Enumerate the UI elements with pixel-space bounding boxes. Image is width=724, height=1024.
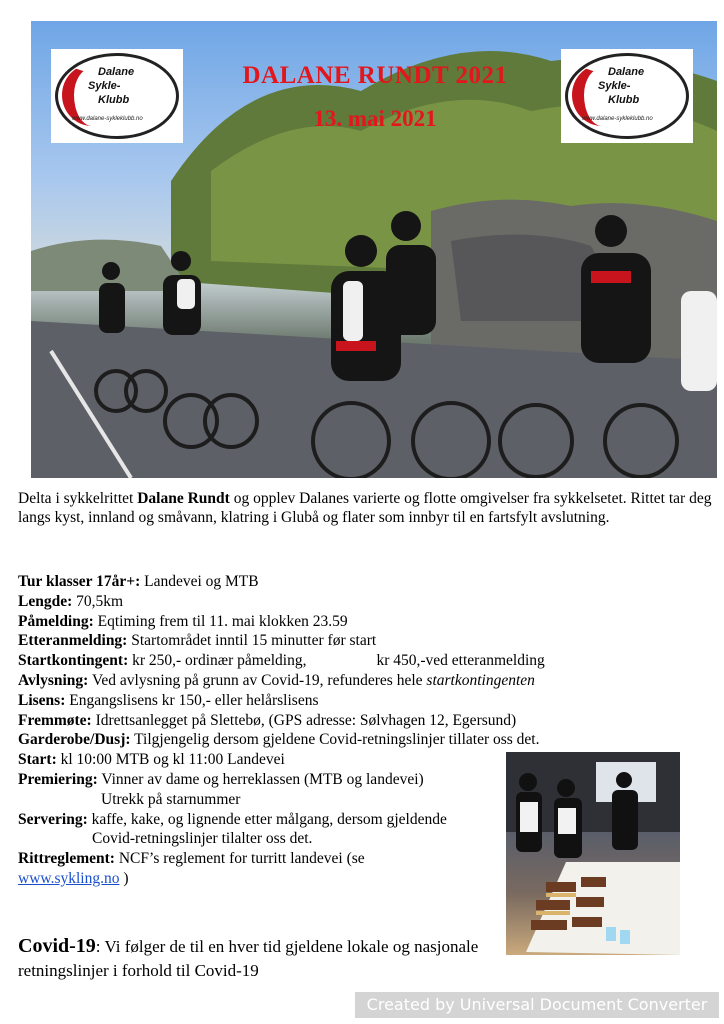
covid-note xyxy=(18,934,498,983)
logo-line1: Dalane xyxy=(98,66,135,78)
hero-photo xyxy=(31,21,717,478)
sykling-link[interactable]: www.sykling.no xyxy=(18,869,120,887)
detail-label: Lisens: xyxy=(18,691,66,709)
detail-value: Eqtiming frem til 11. mai klokken 23.59 xyxy=(93,612,348,630)
detail-label: Fremmøte: xyxy=(18,711,92,729)
detail-value: kl 10:00 MTB og kl 11:00 Landevei xyxy=(56,751,285,769)
event-title: DALANE RUNDT 2021 xyxy=(242,62,508,89)
detail-value: Landevei og MTB xyxy=(140,573,259,590)
detail-value: kaffe, kake, og lignende etter målgang, dersom gjeldende xyxy=(87,810,447,828)
logo-line2: Sykle- xyxy=(598,80,631,92)
covid-text: : Vi følger de til en hver tid gjeldene lokale og nasjonale retningslinjer i forhold til Covid-19 xyxy=(18,937,479,980)
detail-label: Garderobe/Dusj: xyxy=(18,731,131,749)
logo-line3: Klubb xyxy=(608,94,640,106)
detail-label: Lengde: xyxy=(18,592,73,610)
detail-label: Servering: xyxy=(18,810,88,828)
club-logo-left xyxy=(51,49,183,143)
logo-line3: Klubb xyxy=(98,94,130,106)
detail-value: Covid-retningslinjer tilalter oss det. xyxy=(92,830,313,848)
detail-value-italic: startkontingenten xyxy=(426,671,535,689)
detail-value: Ved avlysning på grunn av Covid-19, refunderes hele xyxy=(88,671,427,689)
logo-line1: Dalane xyxy=(608,66,645,78)
logo-url: www.dalane-sykleklubb.no xyxy=(72,116,143,122)
logo-url: www.dalane-sykleklubb.no xyxy=(582,116,653,122)
detail-label: Premiering: xyxy=(18,770,98,788)
intro-before: Delta i sykkelrittet xyxy=(18,490,138,507)
detail-fremmote xyxy=(18,711,718,731)
detail-label: Rittreglement: xyxy=(18,850,115,868)
detail-value: Utrekk på starnummer xyxy=(101,790,241,808)
detail-value: Vinner av dame og herreklassen (MTB og landevei) xyxy=(97,770,424,788)
detail-value: Startområdet inntil 15 minutter før start xyxy=(127,632,377,650)
detail-value: Idrettsanlegget på Slettebø, (GPS adresse: Sølvhagen 12, Egersund) xyxy=(91,711,517,729)
detail-value: kr 250,- ordinær påmelding, xyxy=(128,652,307,670)
detail-lengde xyxy=(18,592,718,612)
detail-avlysning xyxy=(18,671,718,691)
detail-startkontingent xyxy=(18,651,718,671)
event-date: 13. mai 2021 xyxy=(313,106,437,131)
detail-value: Engangslisens kr 150,- eller helårslisens xyxy=(65,691,319,709)
detail-label: Påmelding: xyxy=(18,612,94,630)
detail-label: Avlysning: xyxy=(18,671,89,689)
detail-pamelding xyxy=(18,612,718,632)
detail-garderobe xyxy=(18,730,718,750)
refreshments-photo xyxy=(506,752,680,955)
detail-value: NCF’s reglement for turritt landevei (se xyxy=(114,850,365,868)
covid-label: Covid-19 xyxy=(18,935,96,957)
detail-value: 70,5km xyxy=(72,592,124,610)
intro-event-name: Dalane Rundt xyxy=(137,490,230,507)
detail-tur xyxy=(18,572,718,592)
detail-etteranmelding xyxy=(18,631,718,651)
detail-lisens xyxy=(18,691,718,711)
detail-label: Startkontingent: xyxy=(18,652,129,670)
club-logo-right xyxy=(561,49,693,143)
detail-value: kr 450,-ved etteranmelding xyxy=(376,652,545,670)
logo-line2: Sykle- xyxy=(88,80,121,92)
detail-value: ) xyxy=(119,869,129,887)
detail-label: Tur klasser 17år+: xyxy=(18,573,141,590)
intro-after: og opplev Dalanes varierte og flotte omgivelser fra sykkelsetet. Rittet tar deg langs kyst, innland og småvann, klatring i Glubå og flater som innbyr til en fartsfylt avslutning. xyxy=(18,490,712,526)
detail-label: Start: xyxy=(18,751,57,769)
converter-watermark: Created by Universal Document Converter xyxy=(355,992,719,1018)
intro-paragraph xyxy=(18,489,718,527)
detail-label: Etteranmelding: xyxy=(18,632,128,650)
detail-value: Tilgjengelig dersom gjeldene Covid-retningslinjer tillater oss det. xyxy=(130,731,540,749)
refreshments-illustration xyxy=(506,752,680,955)
